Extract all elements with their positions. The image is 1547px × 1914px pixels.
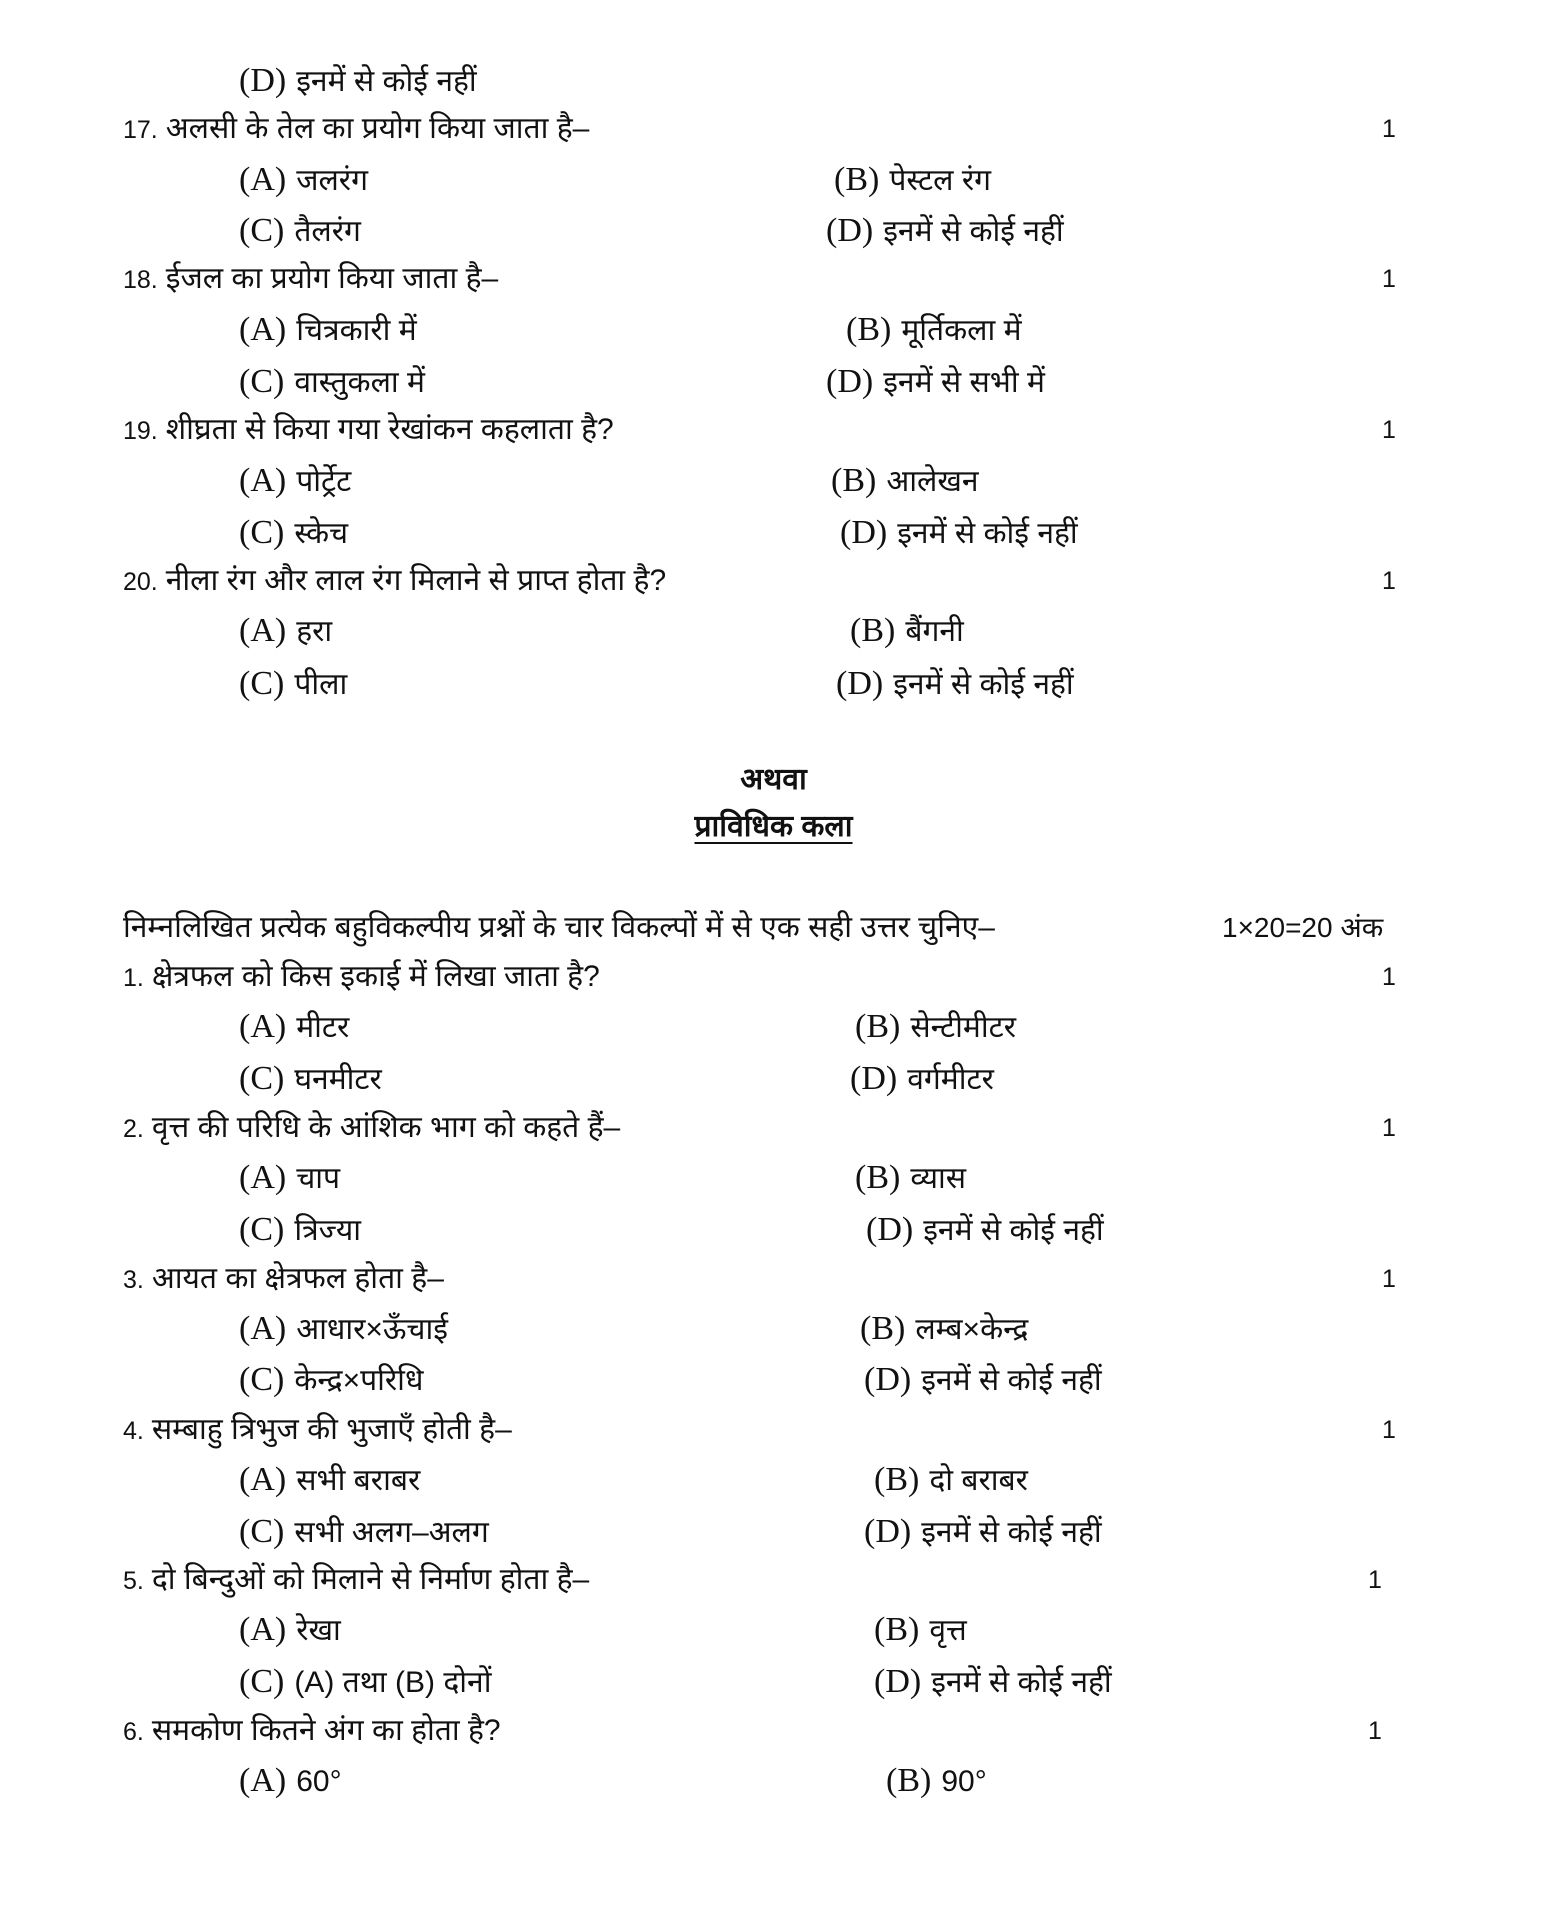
option-text: बैंगनी bbox=[905, 615, 964, 648]
option-text: इनमें से कोई नहीं bbox=[296, 65, 477, 98]
option-text: तैलरंग bbox=[294, 215, 361, 248]
option-label: (A) bbox=[239, 161, 287, 198]
option-label: (C) bbox=[239, 1513, 285, 1550]
option-d bbox=[850, 1061, 994, 1098]
option-label: (C) bbox=[239, 665, 285, 702]
option-b bbox=[850, 613, 964, 650]
option-c bbox=[239, 666, 347, 703]
option-label: (B) bbox=[846, 311, 892, 348]
option-label: (A) bbox=[239, 462, 287, 499]
section-title-text: प्राविधिक कला bbox=[694, 810, 853, 843]
option-label: (D) bbox=[864, 1513, 912, 1550]
option-c bbox=[239, 1664, 491, 1701]
option-text: सेन्टीमीटर bbox=[910, 1011, 1017, 1044]
question-3 bbox=[123, 1261, 444, 1298]
question-number: 20. bbox=[123, 568, 158, 596]
question-number: 3. bbox=[123, 1266, 144, 1294]
option-d bbox=[864, 1362, 1102, 1399]
question-marks: 1 bbox=[1382, 1265, 1396, 1293]
question-number: 18. bbox=[123, 266, 158, 294]
option-label: (D) bbox=[864, 1361, 912, 1398]
question-text: आयत का क्षेत्रफल होता है– bbox=[151, 1262, 444, 1295]
option-d bbox=[874, 1664, 1112, 1701]
option-a bbox=[239, 1160, 340, 1197]
option-label: (D) bbox=[850, 1060, 898, 1097]
question-marks: 1 bbox=[1382, 1114, 1396, 1142]
option-text: लम्ब×केन्द्र bbox=[915, 1313, 1029, 1346]
option-b bbox=[874, 1462, 1028, 1499]
option-label: (D) bbox=[866, 1211, 914, 1248]
option-label: (C) bbox=[239, 363, 285, 400]
total-marks: 1×20=20 अंक bbox=[1222, 912, 1384, 943]
question-number: 2. bbox=[123, 1115, 144, 1143]
option-text: वास्तुकला में bbox=[294, 366, 425, 399]
option-d-q16 bbox=[239, 63, 477, 100]
option-label: (B) bbox=[855, 1008, 901, 1045]
option-c bbox=[239, 1514, 489, 1551]
option-text: दो बराबर bbox=[929, 1464, 1028, 1497]
option-a bbox=[239, 1009, 349, 1046]
option-label: (C) bbox=[239, 1211, 285, 1248]
option-text: 60° bbox=[296, 1765, 342, 1798]
option-c bbox=[239, 515, 348, 552]
question-text: क्षेत्रफल को किस इकाई में लिखा जाता है? bbox=[151, 960, 600, 993]
option-c bbox=[239, 1061, 382, 1098]
option-text: चित्रकारी में bbox=[296, 314, 417, 347]
option-text: सभी बराबर bbox=[296, 1464, 421, 1497]
option-text: पीला bbox=[294, 668, 348, 701]
option-c bbox=[239, 1362, 423, 1399]
question-marks: 1 bbox=[1382, 567, 1396, 595]
option-text: (A) तथा (B) दोनों bbox=[294, 1666, 492, 1699]
question-text: सम्बाहु त्रिभुज की भुजाएँ होती है– bbox=[151, 1413, 512, 1446]
option-b bbox=[886, 1763, 987, 1800]
question-6 bbox=[123, 1713, 501, 1750]
question-text: नीला रंग और लाल रंग मिलाने से प्राप्त होता है? bbox=[165, 564, 667, 597]
section-title bbox=[0, 809, 1547, 845]
option-text: इनमें से कोई नहीं bbox=[923, 1214, 1104, 1247]
option-text: हरा bbox=[296, 615, 333, 648]
question-17 bbox=[123, 111, 589, 148]
option-d bbox=[864, 1514, 1102, 1551]
option-label: (A) bbox=[239, 612, 287, 649]
option-label: (C) bbox=[239, 212, 285, 249]
question-20 bbox=[123, 563, 666, 600]
option-text: पेस्टल रंग bbox=[889, 164, 991, 197]
option-label: (C) bbox=[239, 1060, 285, 1097]
option-d bbox=[826, 213, 1064, 250]
option-text: केन्द्र×परिधि bbox=[294, 1364, 424, 1397]
option-label: (B) bbox=[860, 1310, 906, 1347]
question-1 bbox=[123, 959, 600, 996]
option-text: वृत्त bbox=[929, 1614, 967, 1647]
question-number: 1. bbox=[123, 964, 144, 992]
question-number: 19. bbox=[123, 417, 158, 445]
option-a bbox=[239, 1763, 342, 1800]
question-marks: 1 bbox=[1382, 115, 1396, 143]
option-label: (A) bbox=[239, 1159, 287, 1196]
option-c bbox=[239, 1212, 361, 1249]
option-b bbox=[855, 1009, 1016, 1046]
option-text: पोर्ट्रेट bbox=[296, 465, 352, 498]
option-c bbox=[239, 213, 361, 250]
option-label: (D) bbox=[836, 665, 884, 702]
option-a bbox=[239, 1311, 448, 1348]
option-label: (D) bbox=[874, 1663, 922, 1700]
question-number: 5. bbox=[123, 1567, 144, 1595]
question-number: 4. bbox=[123, 1417, 144, 1445]
option-d bbox=[836, 666, 1074, 703]
question-text: ईजल का प्रयोग किया जाता है– bbox=[165, 262, 499, 295]
question-2 bbox=[123, 1110, 620, 1147]
option-label: (A) bbox=[239, 1611, 287, 1648]
option-label: (C) bbox=[239, 1361, 285, 1398]
option-text: सभी अलग–अलग bbox=[294, 1516, 489, 1549]
option-text: चाप bbox=[296, 1162, 341, 1195]
option-b bbox=[855, 1160, 966, 1197]
option-text: जलरंग bbox=[296, 164, 368, 197]
option-label: (D) bbox=[826, 212, 874, 249]
option-text: मूर्तिकला में bbox=[901, 314, 1022, 347]
option-d bbox=[866, 1212, 1104, 1249]
option-text: रेखा bbox=[296, 1614, 341, 1647]
option-label: (D) bbox=[239, 62, 287, 99]
option-text: स्केच bbox=[294, 517, 349, 550]
option-label: (B) bbox=[886, 1762, 932, 1799]
option-text: इनमें से कोई नहीं bbox=[893, 668, 1074, 701]
question-marks: 1 bbox=[1382, 265, 1396, 293]
option-b bbox=[860, 1311, 1028, 1348]
option-label: (D) bbox=[826, 363, 874, 400]
question-number: 6. bbox=[123, 1718, 144, 1746]
option-text: मीटर bbox=[296, 1011, 350, 1044]
option-a bbox=[239, 312, 417, 349]
option-label: (B) bbox=[834, 161, 880, 198]
option-b bbox=[834, 162, 991, 199]
option-b bbox=[874, 1612, 967, 1649]
option-label: (C) bbox=[239, 514, 285, 551]
question-marks: 1 bbox=[1368, 1717, 1382, 1745]
or-divider: अथवा bbox=[740, 763, 807, 796]
question-4 bbox=[123, 1412, 512, 1449]
option-label: (B) bbox=[831, 462, 877, 499]
question-number: 17. bbox=[123, 116, 158, 144]
question-text: अलसी के तेल का प्रयोग किया जाता है– bbox=[165, 112, 590, 145]
option-a bbox=[239, 613, 332, 650]
option-text: इनमें से कोई नहीं bbox=[883, 215, 1064, 248]
option-text: घनमीटर bbox=[294, 1063, 382, 1096]
option-label: (B) bbox=[850, 612, 896, 649]
question-19 bbox=[123, 412, 614, 449]
question-marks: 1 bbox=[1382, 1416, 1396, 1444]
question-text: दो बिन्दुओं को मिलाने से निर्माण होता है– bbox=[151, 1563, 590, 1596]
question-text: समकोण कितने अंग का होता है? bbox=[151, 1714, 501, 1747]
option-a bbox=[239, 1612, 341, 1649]
option-label: (C) bbox=[239, 1663, 285, 1700]
instruction-text: निम्नलिखित प्रत्येक बहुविकल्पीय प्रश्नों के चार विकल्पों में से एक सही उत्तर चुनिए– bbox=[123, 911, 995, 944]
question-18 bbox=[123, 261, 498, 298]
option-text: इनमें से कोई नहीं bbox=[921, 1364, 1102, 1397]
question-text: शीघ्रता से किया गया रेखांकन कहलाता है? bbox=[165, 413, 614, 446]
option-text: इनमें से कोई नहीं bbox=[897, 517, 1078, 550]
option-d bbox=[826, 364, 1045, 401]
option-label: (A) bbox=[239, 1461, 287, 1498]
option-a bbox=[239, 1462, 420, 1499]
option-text: त्रिज्या bbox=[294, 1214, 361, 1247]
option-text: आधार×ऊँचाई bbox=[296, 1313, 448, 1346]
option-label: (A) bbox=[239, 1310, 287, 1347]
option-label: (A) bbox=[239, 311, 287, 348]
option-c bbox=[239, 364, 425, 401]
option-label: (D) bbox=[840, 514, 888, 551]
option-label: (A) bbox=[239, 1008, 287, 1045]
option-a bbox=[239, 162, 368, 199]
option-b bbox=[846, 312, 1022, 349]
option-d bbox=[840, 515, 1078, 552]
option-label: (B) bbox=[855, 1159, 901, 1196]
question-text: वृत्त की परिधि के आंशिक भाग को कहते हैं– bbox=[151, 1111, 621, 1144]
question-marks: 1 bbox=[1382, 963, 1396, 991]
option-label: (B) bbox=[874, 1611, 920, 1648]
option-label: (B) bbox=[874, 1461, 920, 1498]
option-text: 90° bbox=[941, 1765, 987, 1798]
option-a bbox=[239, 463, 351, 500]
option-text: इनमें से कोई नहीं bbox=[931, 1666, 1112, 1699]
question-5 bbox=[123, 1562, 589, 1599]
option-text: व्यास bbox=[910, 1162, 967, 1195]
option-label: (A) bbox=[239, 1762, 287, 1799]
question-marks: 1 bbox=[1368, 1566, 1382, 1594]
option-text: इनमें से सभी में bbox=[883, 366, 1045, 399]
option-b bbox=[831, 463, 979, 500]
option-text: इनमें से कोई नहीं bbox=[921, 1516, 1102, 1549]
question-marks: 1 bbox=[1382, 416, 1396, 444]
option-text: आलेखन bbox=[886, 465, 979, 498]
option-text: वर्गमीटर bbox=[907, 1063, 994, 1096]
